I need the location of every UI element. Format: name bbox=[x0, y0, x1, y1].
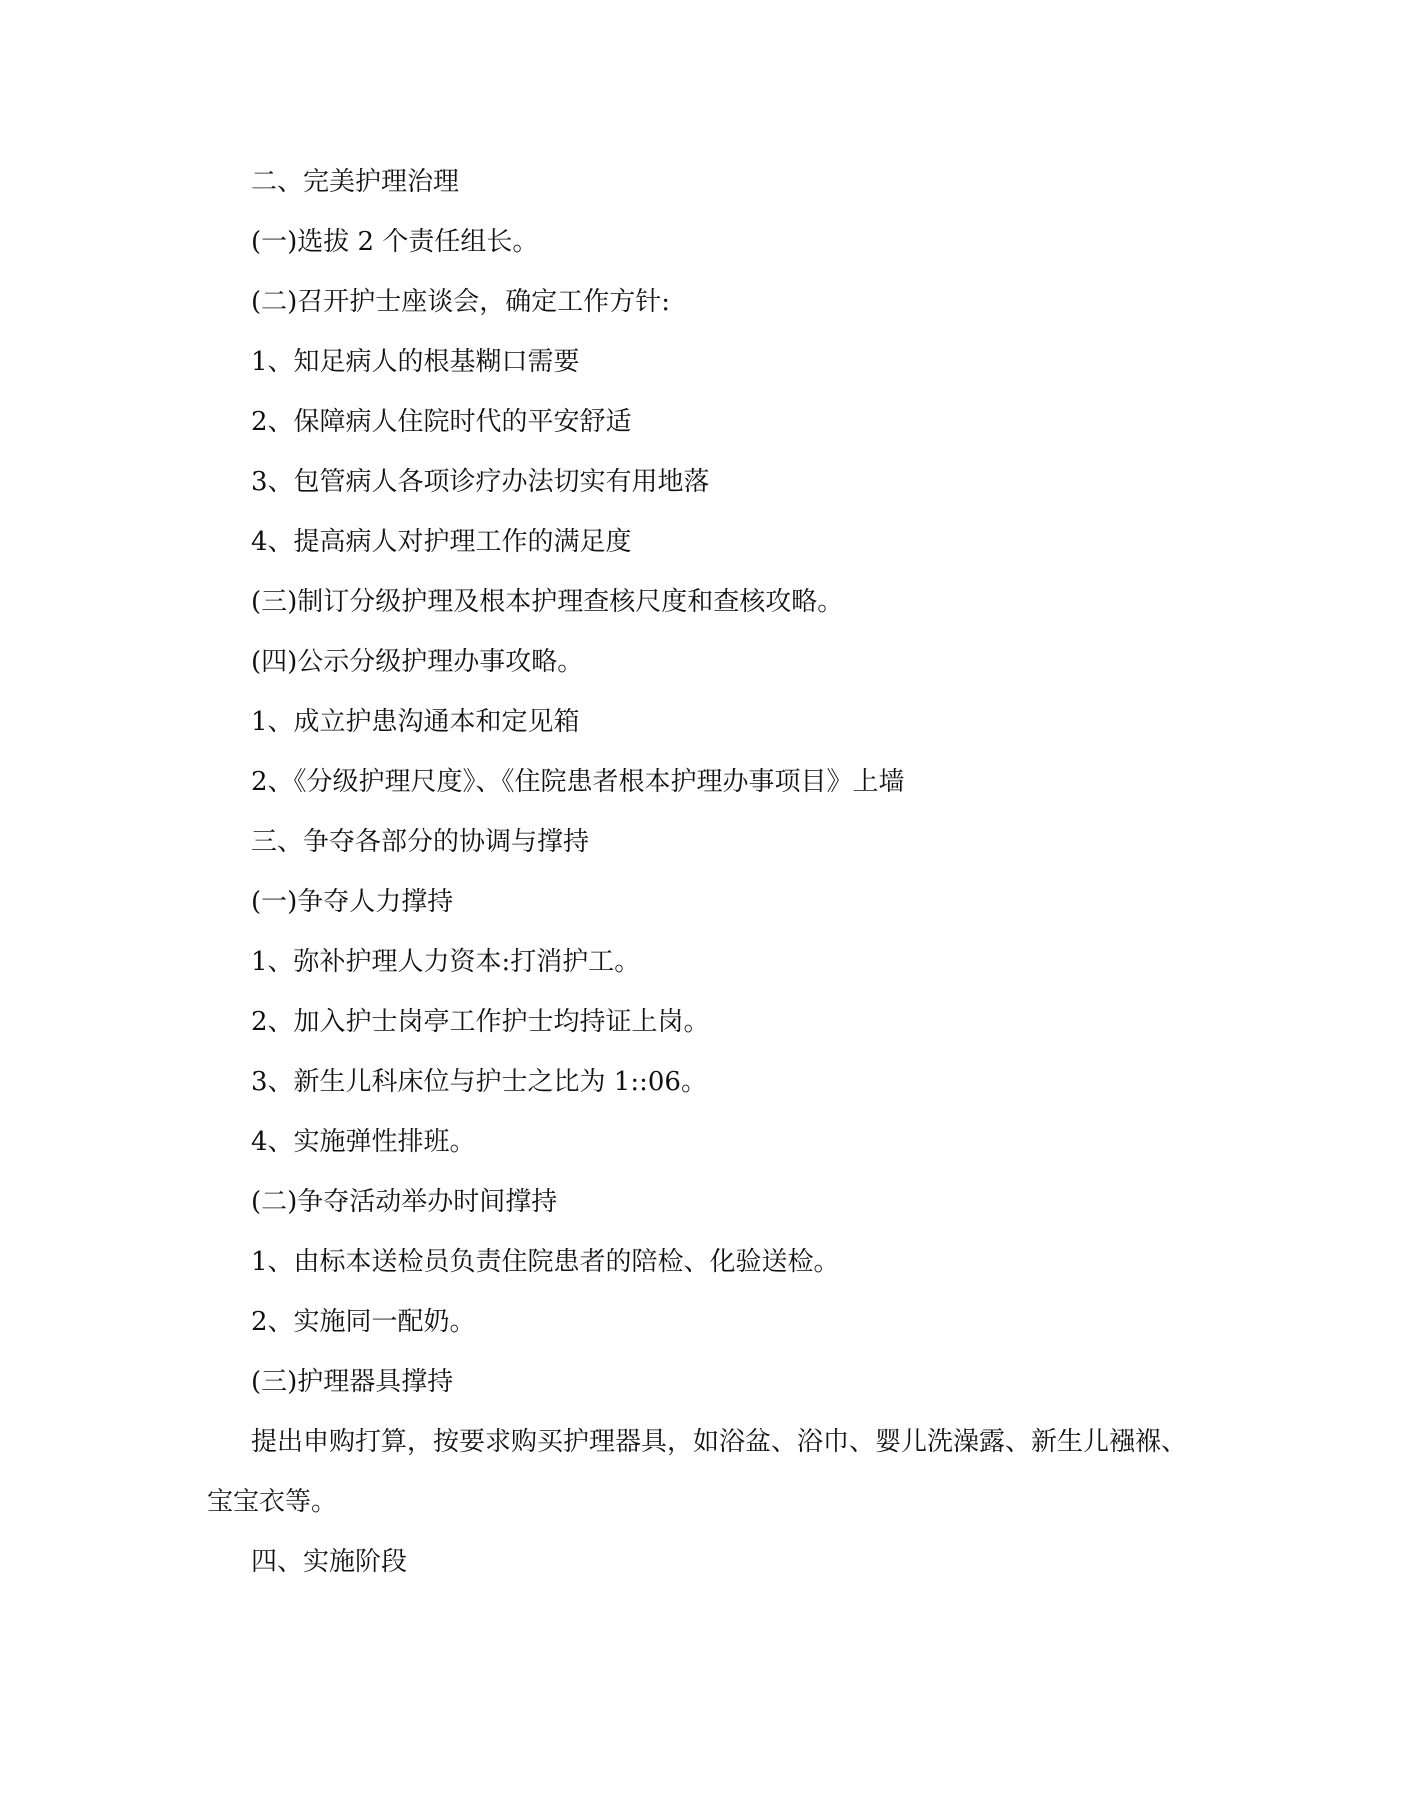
text-line: (三)制订分级护理及根本护理查核尺度和查核攻略。 bbox=[251, 587, 844, 617]
list-item: 3、新生儿科床位与护士之比为 1::06。 bbox=[251, 1067, 707, 1097]
text-line: (一)争夺人力撑持 bbox=[251, 887, 454, 917]
list-item: 1、由标本送检员负责住院患者的陪检、化验送检。 bbox=[251, 1247, 840, 1277]
text-line: (一)选拔 2 个责任组长。 bbox=[251, 227, 539, 257]
section-heading-3: 三、争夺各部分的协调与撑持 bbox=[251, 827, 590, 857]
list-item: 4、提高病人对护理工作的满足度 bbox=[251, 527, 632, 557]
text-line: (二)争夺活动举办时间撑持 bbox=[251, 1187, 558, 1217]
document-body bbox=[207, 152, 1207, 1592]
text-line: (二)召开护士座谈会，确定工作方针: bbox=[251, 287, 671, 317]
list-item: 2、《分级护理尺度》、《住院患者根本护理办事项目》上墙 bbox=[251, 767, 905, 797]
section-heading-4: 四、实施阶段 bbox=[251, 1547, 408, 1577]
section-heading-2: 二、完美护理治理 bbox=[251, 167, 460, 197]
list-item: 1、弥补护理人力资本:打消护工。 bbox=[251, 947, 641, 977]
list-item: 2、加入护士岗亭工作护士均持证上岗。 bbox=[251, 1007, 710, 1037]
list-item: 4、实施弹性排班。 bbox=[251, 1127, 476, 1157]
text-line: (四)公示分级护理办事攻略。 bbox=[251, 647, 584, 677]
list-item: 2、保障病人住院时代的平安舒适 bbox=[251, 407, 632, 437]
list-item: 2、实施同一配奶。 bbox=[251, 1307, 476, 1337]
list-item: 1、成立护患沟通本和定见箱 bbox=[251, 707, 580, 737]
list-item: 3、包管病人各项诊疗办法切实有用地落 bbox=[251, 467, 710, 497]
text-line: (三)护理器具撑持 bbox=[251, 1367, 454, 1397]
list-item: 1、知足病人的根基糊口需要 bbox=[251, 347, 580, 377]
body-paragraph: 提出申购打算，按要求购买护理器具，如浴盆、浴巾、婴儿洗澡露、新生儿襁褓、宝宝衣等。 bbox=[207, 1427, 1188, 1517]
